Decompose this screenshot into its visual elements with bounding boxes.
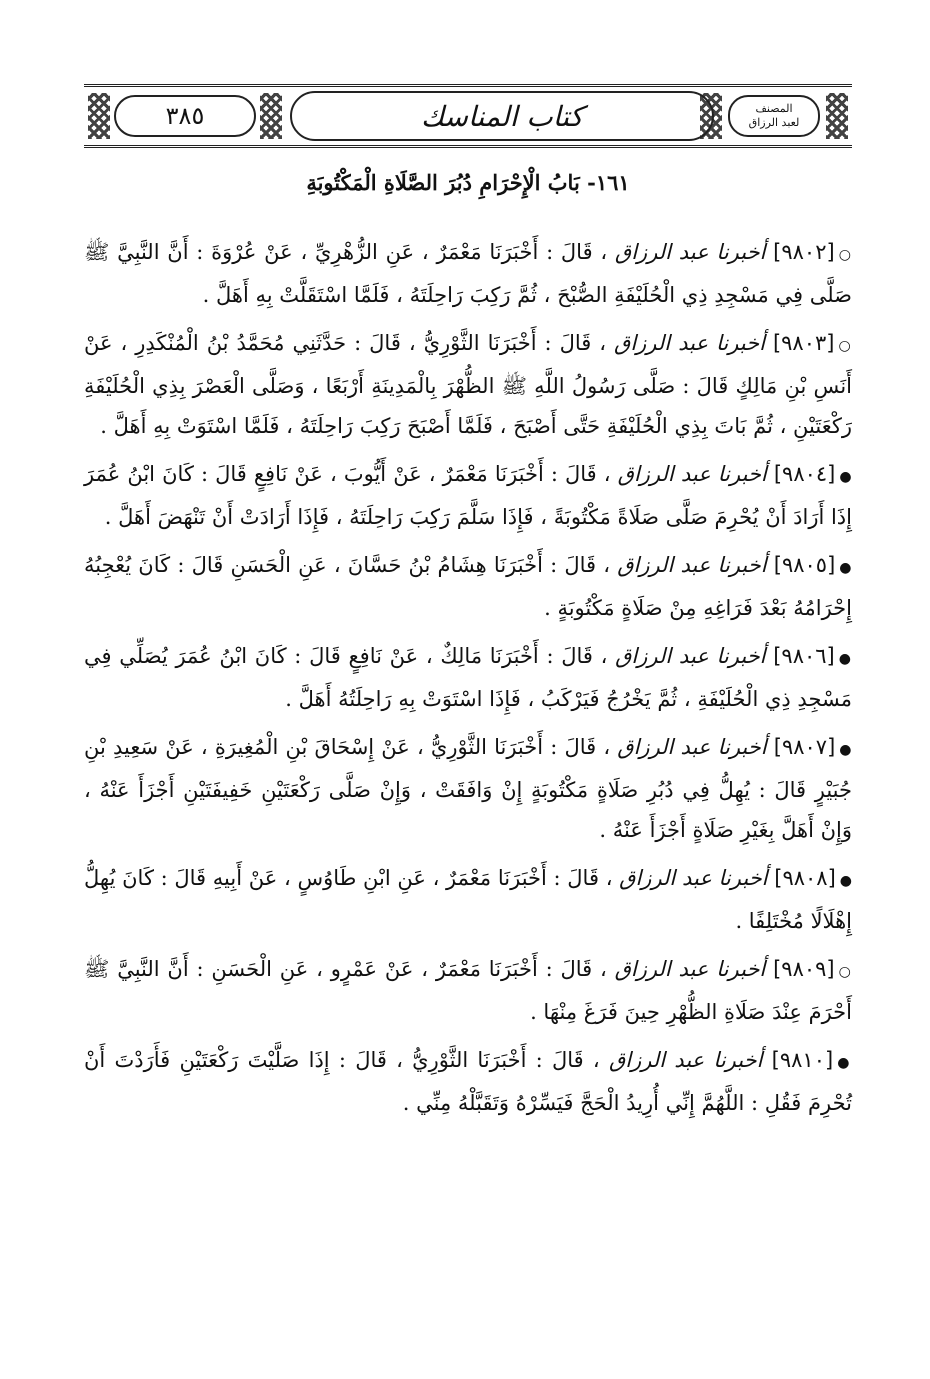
entry-text: ، قَالَ : أَخْبَرَنَا مَالِكٌ ، عَنْ نَافِعٍ قَالَ : كَانَ ابْنُ عُمَرَ يُصَلِّي فِي مَسْجِدِ ذِي الْحُلَيْفَةِ ، ثُمَّ يَخْرُجُ فَيَرْكَبُ ، فَإِذَا اسْتَوَتْ بِهِ رَاحِلَتُهُ أَهَلَّ .	[84, 644, 852, 711]
entry-text: ، قَالَ : أَخْبَرَنَا هِشَامُ بْنُ حَسَّانَ ، عَنِ الْحَسَنِ قَالَ : كَانَ يُعْجِبُهُ إِحْرَامُهُ بَعْدَ فَرَاغِهِ مِنْ صَلَاةٍ مَكْتُوبَةٍ .	[84, 553, 852, 620]
ornament-left-inner	[260, 93, 282, 139]
chapter-title: ١٦١- بَابُ الْإِحْرَامِ دُبُرَ الصَّلَاةِ الْمَكْتُوبَةِ	[306, 170, 630, 195]
hadith-entry	[84, 232, 852, 315]
entry-narrator: أخبرنا عبد الرزاق	[614, 957, 766, 981]
hadith-entry	[84, 858, 852, 941]
page-header	[84, 84, 852, 148]
entry-number: [٩٨٠٢]	[773, 240, 835, 264]
entry-narrator: أخبرنا عبد الرزاق	[617, 462, 767, 486]
entry-text: ، قَالَ : أَخْبَرَنَا مَعْمَرٌ ، عَنِ الزُّهْرِيِّ ، عَنْ عُرْوَةَ : أَنَّ النَّبِيَّ ﷺ صَلَّى فِي مَسْجِدِ ذِي الْحُلَيْفَةِ الصُّبْحَ ، ثُمَّ رَكِبَ رَاحِلَتَهُ ، فَلَمَّا اسْتَقَلَّتْ بِهِ أَهَلَّ .	[84, 240, 852, 307]
ornament-left-outer	[88, 93, 110, 139]
entry-number: [٩٨١٠]	[771, 1048, 834, 1072]
logo-line-1: المصنف	[755, 102, 793, 115]
hadith-entry	[84, 323, 852, 446]
entry-marker: ●	[837, 1055, 852, 1071]
entry-number: [٩٨٠٥]	[773, 553, 836, 577]
hadith-entry	[84, 545, 852, 628]
ornament-right-outer	[826, 93, 848, 139]
entry-narrator: أخبرنا عبد الرزاق	[608, 1048, 763, 1072]
entry-text: ، قَالَ : أَخْبَرَنَا الثَّوْرِيُّ ، عَنْ إِسْحَاقَ بْنِ الْمُغِيرَةِ ، عَنْ سَعِيدِ بْنِ جُبَيْرٍ قَالَ : يُهِلُّ فِي دُبُرِ صَلَاةٍ مَكْتُوبَةٍ إِنْ وَافَقَتْ ، وَإِنْ صَلَّى رَكْعَتَيْنِ خَفِيفَتَيْنِ أَجْزَأَ عَنْهُ ، وَإِنْ أَهَلَّ بِغَيْرِ صَلَاةٍ أَجْزَأَ عَنْهُ .	[84, 735, 853, 842]
entry-marker: ○	[838, 964, 852, 980]
entry-marker: ●	[839, 742, 853, 758]
hadith-entry	[84, 1040, 852, 1123]
hadith-entry	[84, 727, 852, 850]
book-logo	[728, 95, 820, 137]
entry-marker: ●	[839, 873, 852, 889]
hadith-entry	[84, 636, 852, 719]
hadith-entry	[84, 454, 852, 537]
entry-text: ، قَالَ : أَخْبَرَنَا مَعْمَرٌ ، عَنْ أَيُّوبَ ، عَنْ نَافِعٍ قَالَ : كَانَ ابْنُ عُمَرَ إِذَا أَرَادَ أَنْ يُحْرِمَ صَلَّى صَلَاةً مَكْتُوبَةً ، فَإِذَا سَلَّمَ رَكِبَ رَاحِلَتَهُ ، فَإِذَا أَرَادَتْ أَنْ تَنْهَضَ أَهَلَّ .	[84, 462, 852, 529]
entry-number: [٩٨٠٩]	[773, 957, 835, 981]
entry-narrator: أخبرنا عبد الرزاق	[615, 644, 766, 668]
ornament-right-inner	[700, 93, 722, 139]
hadith-list	[84, 232, 852, 1131]
entry-number: [٩٨٠٨]	[774, 866, 836, 890]
entry-marker: ○	[838, 247, 853, 263]
entry-narrator: أخبرنا عبد الرزاق	[619, 866, 768, 890]
entry-text: ، قَالَ : أَخْبَرَنَا الثَّوْرِيُّ ، قَالَ : حَدَّثَنِي مُحَمَّدُ بْنُ الْمُنْكَدِرِ ، عَنْ أَنَسِ بْنِ مَالِكٍ قَالَ : صَلَّى رَسُولُ اللَّهِ ﷺ الظُّهْرَ بِالْمَدِينَةِ أَرْبَعًا ، وَصَلَّى الْعَصْرَ بِذِي الْحُلَيْفَةِ رَكْعَتَيْنِ ، ثُمَّ بَاتَ بِذِي الْحُلَيْفَةِ حَتَّى أَصْبَحَ ، فَلَمَّا أَصْبَحَ رَكِبَ رَاحِلَتَهُ ، فَلَمَّا اسْتَوَتْ بِهِ أَهَلَّ .	[84, 331, 852, 438]
entry-number: [٩٨٠٦]	[773, 644, 835, 668]
logo-line-2: لعبد الرزاق	[748, 116, 800, 129]
book-title: كتاب المناسك	[290, 91, 714, 141]
entry-marker: ○	[838, 338, 852, 354]
page-number: ٣٨٥	[114, 95, 256, 137]
entry-text: ، قَالَ : أَخْبَرَنَا مَعْمَرٌ ، عَنْ عَمْرٍو ، عَنِ الْحَسَنِ : أَنَّ النَّبِيَّ ﷺ أَحْرَمَ عِنْدَ صَلَاةِ الظُّهْرِ حِينَ فَرَغَ مِنْهَا .	[84, 957, 852, 1024]
entry-marker: ●	[839, 560, 852, 576]
entry-narrator: أخبرنا عبد الرزاق	[614, 240, 766, 264]
entry-number: [٩٨٠٧]	[773, 735, 836, 759]
entry-narrator: أخبرنا عبد الرزاق	[614, 331, 765, 355]
entry-marker: ●	[839, 469, 852, 485]
entry-text: ، قَالَ : أَخْبَرَنَا مَعْمَرٌ ، عَنِ ابْنِ طَاوُسٍ ، عَنْ أَبِيهِ قَالَ : كَانَ يُهِلُّ إِهْلَالًا مُخْتَلِفًا .	[84, 866, 852, 933]
entry-text: ، قَالَ : أَخْبَرَنَا الثَّوْرِيُّ ، قَالَ : إِذَا صَلَّيْتَ رَكْعَتَيْنِ فَأَرَدْتَ أَنْ تُحْرِمَ فَقُلِ : اللَّهُمَّ إِنِّي أُرِيدُ الْحَجَّ فَيَسِّرْهُ وَتَقَبَّلْهُ مِنِّي .	[84, 1048, 852, 1115]
entry-number: [٩٨٠٤]	[773, 462, 836, 486]
entry-marker: ●	[838, 651, 852, 667]
entry-number: [٩٨٠٣]	[772, 331, 835, 355]
entry-narrator: أخبرنا عبد الرزاق	[617, 735, 767, 759]
entry-narrator: أخبرنا عبد الرزاق	[617, 553, 767, 577]
hadith-entry	[84, 949, 852, 1032]
